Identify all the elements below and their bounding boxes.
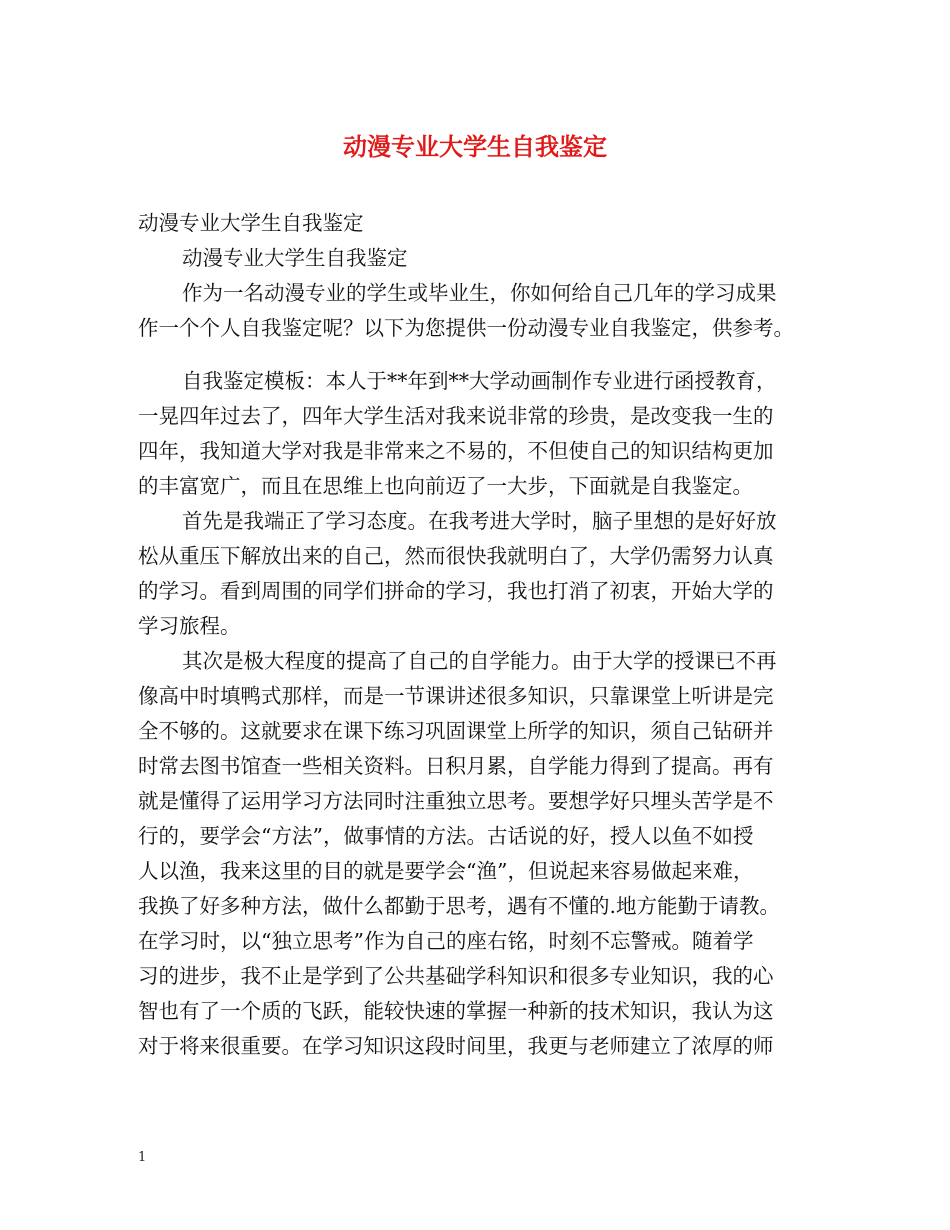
page-number: 1 [138, 1150, 147, 1165]
text-line: 动漫专业大学生自我鉴定 [138, 211, 364, 235]
text-line: 自我鉴定模板：本人于**年到**大学动画制作专业进行函授教育， [182, 369, 777, 393]
text-line: 松从重压下解放出来的自己，然而很快我就明白了，大学仍需努力认真 [138, 544, 774, 568]
text-line: 全不够的。这就要求在课下练习巩固课堂上所学的知识，须自己钻研并 [138, 719, 774, 743]
text-line: 智也有了一个质的飞跃，能较快速的掌握一种新的技术知识，我认为这 [138, 999, 774, 1023]
text-line: 像高中时填鸭式那样，而是一节课讲述很多知识，只靠课堂上听讲是完 [138, 684, 774, 708]
text-line: 学习旅程。 [138, 614, 241, 638]
document-body [138, 206, 824, 1064]
text-line: 作为一名动漫专业的学生或毕业生，你如何给自己几年的学习成果 [182, 281, 777, 305]
text-line: 的学习。看到周围的同学们拼命的学习，我也打消了初衷，开始大学的 [138, 579, 774, 603]
text-line: 在学习时，以“独立思考”作为自己的座右铭，时刻不忘警戒。随着学 [138, 929, 754, 953]
text-line: 首先是我端正了学习态度。在我考进大学时，脑子里想的是好好放 [182, 509, 777, 533]
text-line: 就是懂得了运用学习方法同时注重独立思考。要想学好只埋头苦学是不 [138, 789, 774, 813]
text-line: 行的，要学会“方法”，做事情的方法。古话说的好，授人以鱼不如授 [138, 824, 754, 848]
text-line: 对于将来很重要。在学习知识这段时间里，我更与老师建立了浓厚的师 [138, 1034, 774, 1058]
text-line: 一晃四年过去了，四年大学生活对我来说非常的珍贵，是改变我一生的 [138, 404, 774, 428]
text-line: 其次是极大程度的提高了自己的自学能力。由于大学的授课已不再 [182, 649, 777, 673]
text-line: 四年，我知道大学对我是非常来之不易的，不但使自己的知识结构更加 [138, 439, 774, 463]
text-line: 动漫专业大学生自我鉴定 [182, 246, 408, 270]
text-line: 的丰富宽广，而且在思维上也向前迈了一大步，下面就是自我鉴定。 [138, 474, 753, 498]
text-line: 作一个个人自我鉴定呢？以下为您提供一份动漫专业自我鉴定，供参考。 [138, 316, 794, 340]
text-line: 习的进步，我不止是学到了公共基础学科知识和很多专业知识，我的心 [138, 964, 774, 988]
text-line: 人以渔，我来这里的目的就是要学会“渔”，但说起来容易做起来难， [138, 859, 754, 883]
text-line: 时常去图书馆查一些相关资料。日积月累，自学能力得到了提高。再有 [138, 754, 774, 778]
document-title: 动漫专业大学生自我鉴定 [343, 132, 607, 161]
text-line: 我换了好多种方法，做什么都勤于思考，遇有不懂的.地方能勤于请教。 [138, 894, 781, 918]
paragraph-gap [138, 346, 824, 364]
